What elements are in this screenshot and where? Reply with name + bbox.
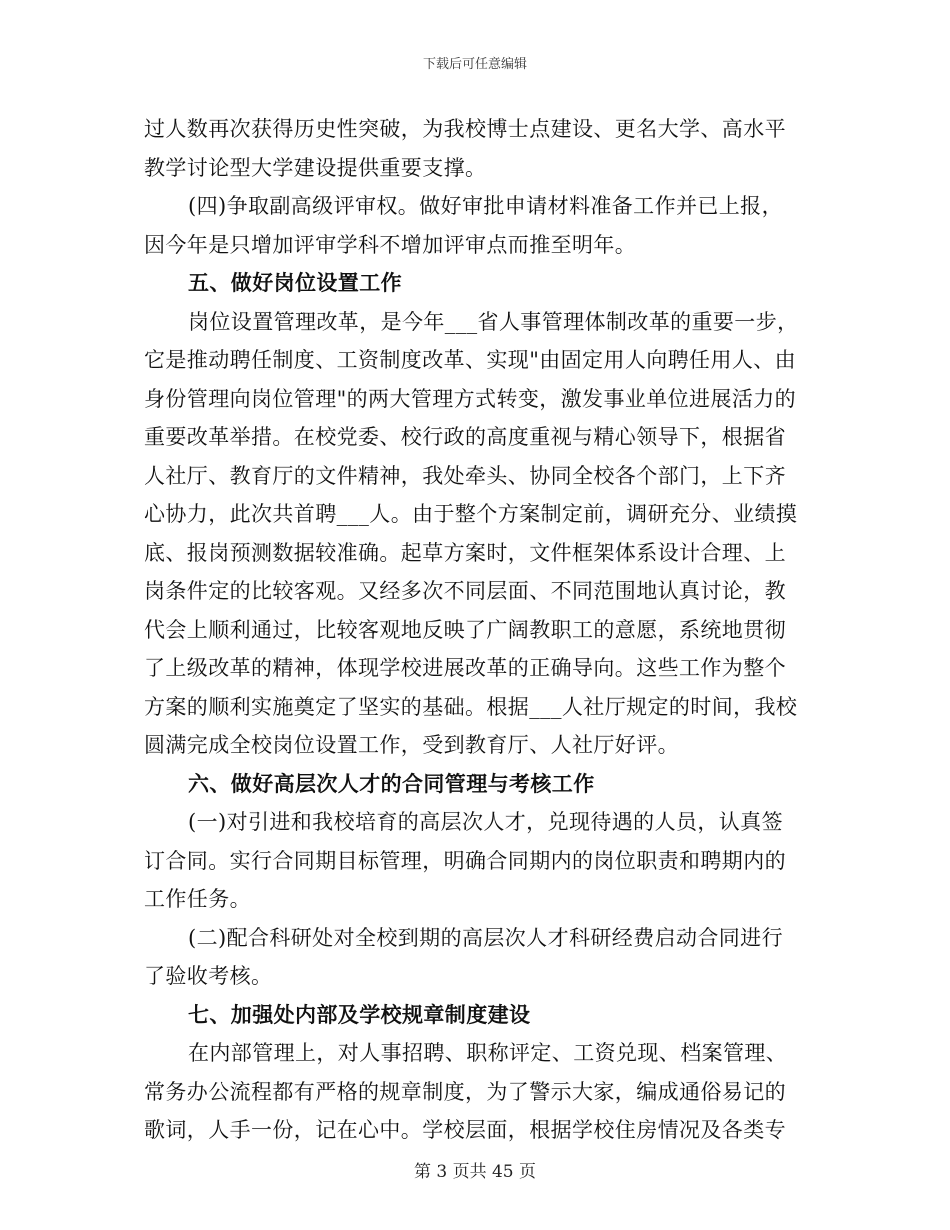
page-header: 下载后可任意编辑 — [422, 57, 527, 72]
paragraph-line: 订合同。实行合同期目标管理，明确合同期内的岗位职责和聘期内的 — [144, 848, 786, 873]
paragraph-line: 岗位设置管理改革，是今年___省人事管理体制改革的重要一步， — [188, 309, 799, 334]
paragraph-line: 身份管理向岗位管理"的两大管理方式转变，激发事业单位进展活力的 — [144, 386, 797, 411]
paragraph-line: (四)争取副高级评审权。做好审批申请材料准备工作并已上报， — [188, 194, 783, 218]
paragraph-line: 了上级改革的精神，体现学校进展改革的正确导向。这些工作为整个 — [144, 656, 786, 680]
paragraph-line: 底、报岗预测数据较准确。起草方案时，文件框架体系设计合理、上 — [144, 540, 786, 565]
paragraph-line: 因今年是只增加评审学科不增加评审点而推至明年。 — [144, 232, 637, 257]
paragraph-line: 在内部管理上，对人事招聘、职称评定、工资兑现、档案管理、 — [188, 1041, 788, 1065]
paragraph-line: 岗条件定的比较客观。又经多次不同层面、不同范围地认真讨论，教 — [144, 579, 786, 603]
paragraph-line: 方案的顺利实施奠定了坚实的基础。根据___人社厅规定的时间，我校 — [144, 694, 798, 719]
paragraph-line: 圆满完成全校岗位设置工作，受到教育厅、人社厅好评。 — [144, 733, 679, 757]
paragraph-line: 过人数再次获得历史性突破，为我校博士点建设、更名大学、高水平 — [144, 117, 786, 141]
paragraph-line: (一)对引进和我校培育的高层次人才，兑现待遇的人员，认真签 — [188, 810, 783, 834]
paragraph-line: 代会上顺利通过，比较客观地反映了广阔教职工的意愿，系统地贯彻 — [144, 617, 786, 642]
paragraph-line: 心协力，此次共首聘___人。由于整个方案制定前，调研充分、业绩摸 — [144, 502, 798, 526]
paragraph-line: 它是推动聘任制度、工资制度改革、实现"由固定用人向聘任用人、由 — [144, 348, 797, 372]
section-heading: 五、做好岗位设置工作 — [188, 270, 402, 295]
section-heading: 六、做好高层次人才的合同管理与考核工作 — [188, 770, 595, 796]
paragraph-line: (二)配合科研处对全校到期的高层次人才科研经费启动合同进行 — [188, 925, 783, 950]
paragraph-line: 歌词，人手一份，记在心中。学校层面，根据学校住房情况及各类专 — [144, 1118, 786, 1142]
paragraph-line: 重要改革举措。在校党委、校行政的高度重视与精心领导下，根据省 — [144, 425, 786, 449]
paragraph-line: 工作任务。 — [144, 887, 251, 911]
section-heading: 七、加强处内部及学校规章制度建设 — [188, 1001, 531, 1027]
document-body — [144, 110, 806, 1150]
paragraph-line: 人社厅、教育厅的文件精神，我处牵头、协同全校各个部门，上下齐 — [144, 463, 786, 488]
paragraph-line: 常务办公流程都有严格的规章制度，为了警示大家，编成通俗易记的 — [144, 1079, 786, 1104]
paragraph-line: 教学讨论型大学建设提供重要支撑。 — [144, 155, 487, 180]
page-footer: 第 3 页共 45 页 — [413, 1162, 537, 1182]
paragraph-line: 了验收考核。 — [144, 964, 273, 988]
